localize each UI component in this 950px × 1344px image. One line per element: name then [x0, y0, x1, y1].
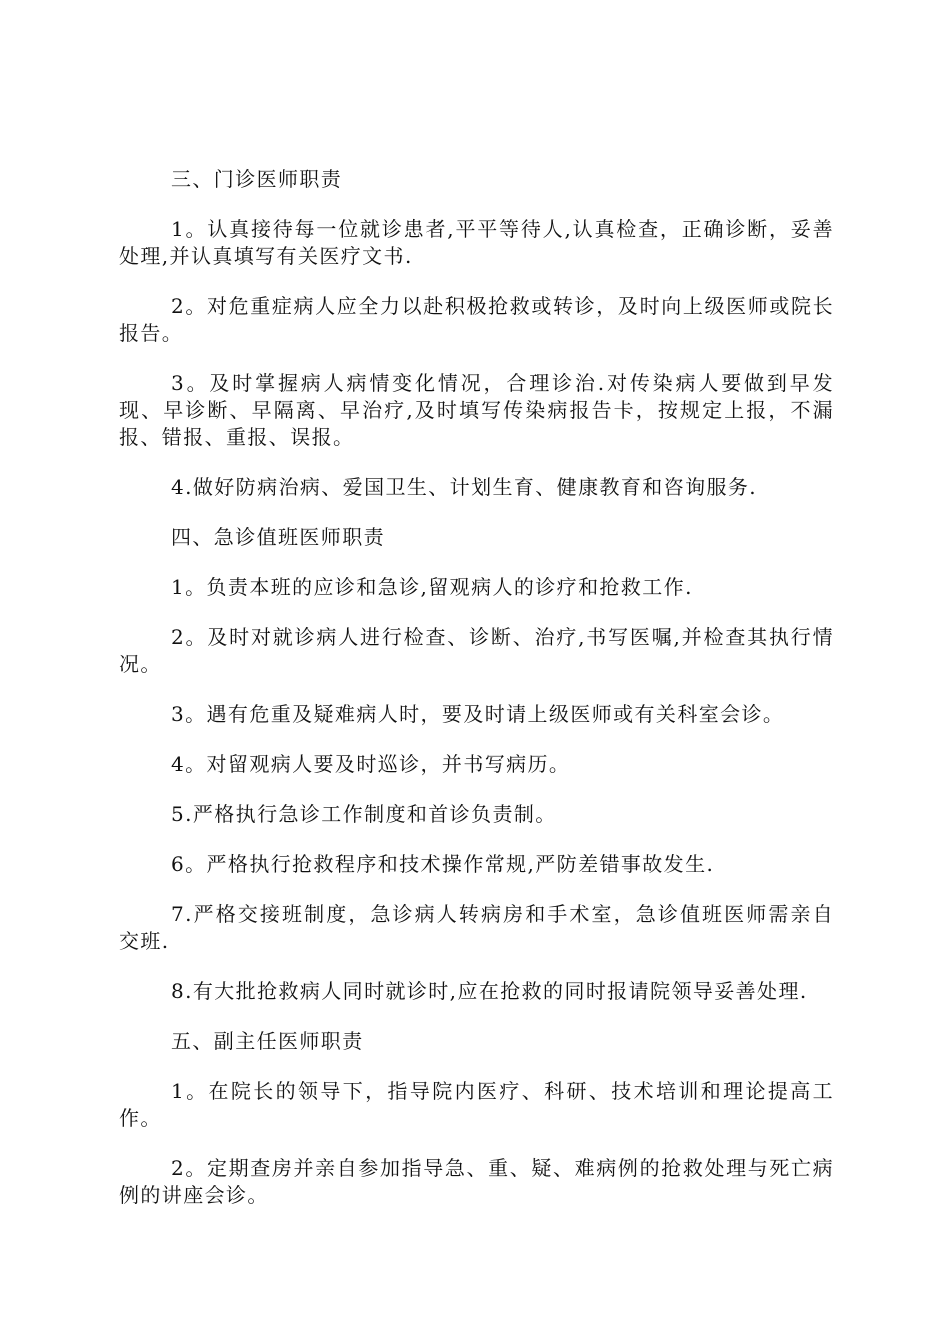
paragraph-item: 7.严格交接班制度，急诊病人转病房和手术室，急诊值班医师需亲自交班. [119, 902, 834, 953]
paragraph-item: 3。遇有危重及疑难病人时，要及时请上级医师或有关科室会诊。 [171, 702, 785, 726]
document-body [119, 166, 834, 1232]
paragraph-item: 1。在院长的领导下，指导院内医疗、科研、技术培训和理论提高工作。 [119, 1079, 834, 1130]
paragraph-item: 2。及时对就诊病人进行检查、诊断、治疗,书写医嘱,并检查其执行情况。 [119, 625, 834, 676]
paragraph-item: 4.做好防病治病、爱国卫生、计划生育、健康教育和咨询服务. [171, 475, 758, 499]
paragraph-item: 4。对留观病人要及时巡诊，并书写病历。 [171, 752, 571, 776]
section-heading-associate-chief: 五、副主任医师职责 [171, 1029, 364, 1053]
paragraph-item: 2。对危重症病人应全力以赴积极抢救或转诊，及时向上级医师或院长报告。 [119, 294, 834, 345]
paragraph-item: 5.严格执行急诊工作制度和首诊负责制。 [171, 802, 557, 826]
section-heading-outpatient: 三、门诊医师职责 [171, 167, 343, 191]
paragraph-item: 6。严格执行抢救程序和技术操作常规,严防差错事故发生. [171, 852, 715, 876]
paragraph-item: 8.有大批抢救病人同时就诊时,应在抢救的同时报请院领导妥善处理. [171, 979, 808, 1003]
paragraph-item: 1。负责本班的应诊和急诊,留观病人的诊疗和抢救工作. [171, 575, 693, 599]
paragraph-item: 3。及时掌握病人病情变化情况，合理诊治.对传染病人要做到早发现、早诊断、早隔离、早治疗,及时填写传染病报告卡，按规定上报，不漏报、错报、重报、误报。 [119, 371, 834, 449]
paragraph-item: 2。定期查房并亲自参加指导急、重、疑、难病例的抢救处理与死亡病例的讲座会诊。 [119, 1156, 834, 1207]
paragraph-item: 1。认真接待每一位就诊患者,平平等待人,认真检查，正确诊断，妥善处理,并认真填写有关医疗文书. [119, 217, 834, 268]
section-heading-emergency: 四、急诊值班医师职责 [171, 525, 385, 549]
